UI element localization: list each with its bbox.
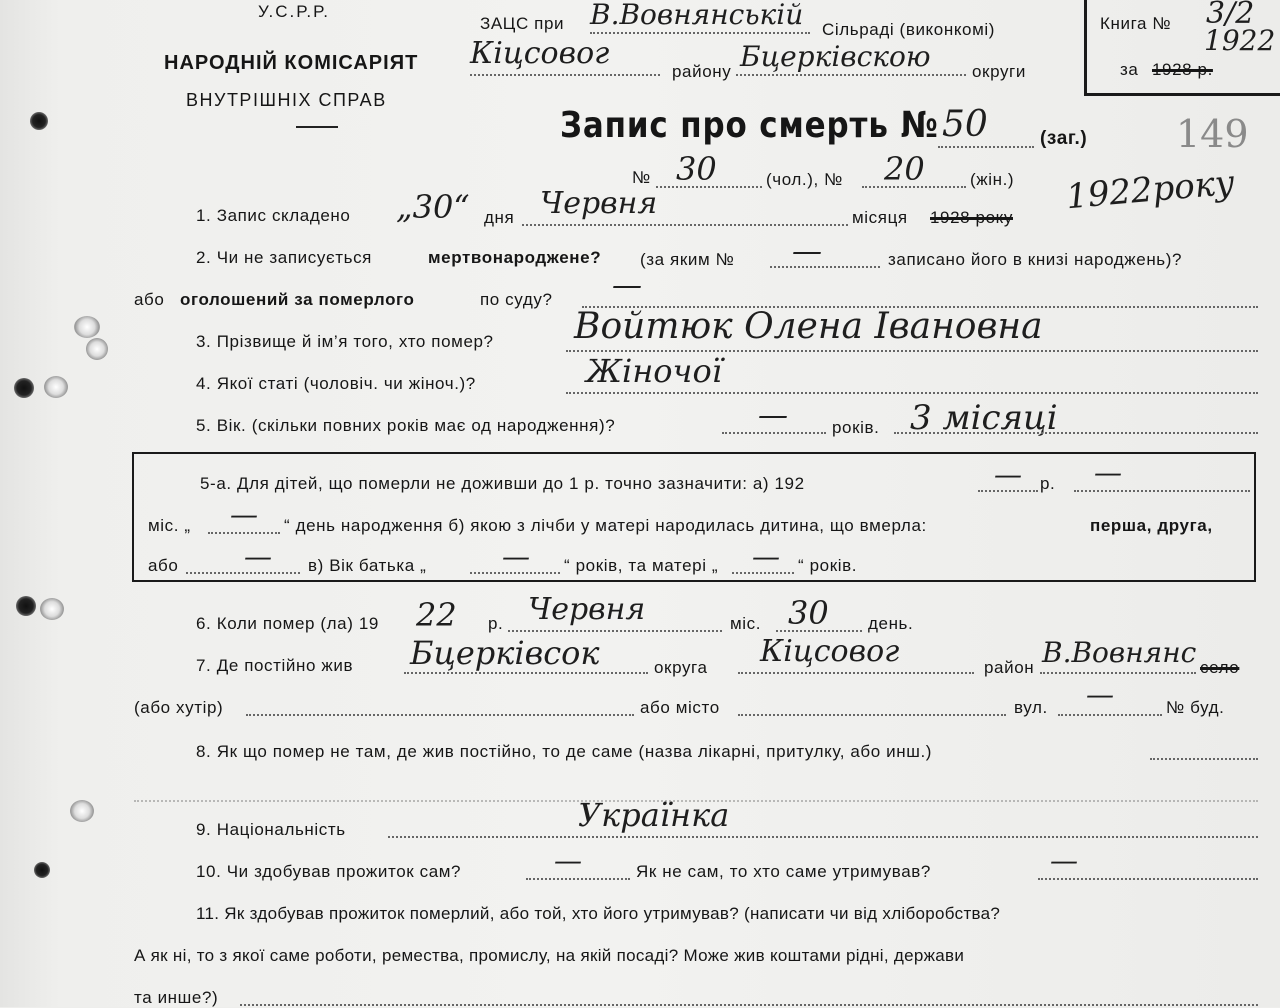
q6-den: день. [868,614,914,633]
q6-month-dotline [508,630,722,632]
republic-label: У.С.Р.Р. [258,2,330,21]
q7-selo-label: село [1200,658,1240,677]
punch-hole [86,338,108,360]
q2-line1-bold: мертвонароджене? [428,248,602,267]
q5-label: 5. Вік. (скільки повних років має од народження)? [196,416,616,435]
village-handwritten: В.Вовнянській [590,0,804,31]
record-number-dotline [938,146,1034,148]
q5a-line2-b: “ день народження б) якою з лічби у матері народилась дитина, що вмерла: [284,516,927,535]
q7-line2-c: вул. [1014,698,1048,717]
q10-dash2: — [1050,844,1078,877]
q6-label: 6. Коли помер (ла) 19 [196,614,379,633]
punch-hole [34,862,50,878]
q7-khutir-dotline [246,714,634,716]
punch-hole [30,112,48,130]
female-label: (жін.) [970,170,1015,189]
q8-dotline [1150,758,1258,760]
q5-age-handwritten: 3 місяці [910,398,1058,438]
q6-day-handwritten: 30 [788,594,829,632]
punch-hole [16,596,36,616]
q1-year-printed: 1928 року [930,208,1013,227]
q5a-dash4: — [244,540,272,573]
q4-label: 4. Якої статі (чоловіч. чи жіноч.)? [196,374,476,393]
q5a-month-dotline [208,532,280,534]
q2-line1-a: 2. Чи не записується [196,248,372,267]
q1-month-dotline [522,224,848,226]
q5a-dash2: — [1094,456,1122,489]
q5a-dash3: — [230,498,258,531]
q10-self-dotline [526,878,630,880]
q11-dotline [240,1004,1258,1006]
book-year-prefix: за [1120,60,1139,79]
q5-dash: — [758,398,788,433]
margin-number-handwritten: 149 [1176,112,1249,156]
punch-hole [44,376,68,398]
q3-name-handwritten: Войтюк Олена Івановна [574,306,1043,347]
q7-rayon-dotline [738,672,974,674]
okrug-label: округи [972,62,1026,81]
header-divider [296,126,338,128]
q1-month-label: місяця [852,208,908,227]
q1-day-label: дня [484,208,515,227]
q7-rayon-handwritten: Кіцсовог [760,634,900,669]
q2-line1-c: записано його в книзі народжень)? [888,250,1183,269]
q7-dash: — [1086,678,1114,711]
q5a-line2-bold: перша, друга, [1090,516,1213,535]
q2-line2-bold: оголошений за померлого [180,290,415,309]
q2-line1-dotline [770,266,880,268]
male-label: (чол.), № [766,170,843,189]
q5a-line2-a: міс. „ [148,516,191,535]
q11-line2: А як ні, то з якої саме роботи, ремества, промислу, на якій посаді? Може жив коштами рідні, держави [134,946,965,965]
district-label: району [672,62,732,81]
punch-hole [74,316,100,338]
q7-line2-d: № буд. [1166,698,1225,717]
q2-dash2: — [612,268,642,303]
q5a-line3-b: в) Вік батька „ [308,556,427,575]
q5a-after-dotline [1074,490,1250,492]
q5a-line3-c: “ років, та матері „ [564,556,719,575]
q9-nationality-handwritten: Українка [578,796,730,834]
q7-selo-handwritten: В.Вовнянс [1042,636,1197,669]
council-label: Сільраді (виконкомі) [822,20,996,39]
male-number-dotline [656,186,762,188]
village-dotline [590,32,810,34]
q7-okrug-handwritten: Бцерківсок [410,634,600,672]
q8-label: 8. Як що помер не там, де жив постійно, то де саме (назва лікарні, притулку, або инш.) [196,742,933,761]
female-number-handwritten: 20 [884,150,925,188]
q6-r: р. [488,614,504,633]
q7-line2-b: або місто [640,698,720,717]
q2-line2-a: або [134,290,165,309]
q5a-line3-a: або [148,556,179,575]
q7-rayon-label: район [984,658,1035,677]
subnumber-label: № [632,168,651,187]
q10-a: 10. Чи здобував прожиток сам? [196,862,462,881]
q7-label: 7. Де постійно жив [196,656,354,675]
q5a-or-dotline [186,572,300,574]
q5-years-label: років. [832,418,880,437]
book-number-handwritten: 3/2 [1206,0,1255,31]
q10-dash1: — [554,844,582,877]
q7-okrug-dotline [404,672,648,674]
q4-sex-handwritten: Жіночої [586,352,722,390]
punch-hole [14,378,34,398]
commissariat-title: НАРОДНІЙ КОМІСАРІЯТ [164,52,419,74]
q1-day-handwritten: „30“ [396,188,470,226]
punch-hole [70,800,94,822]
q6-mis: міс. [730,614,762,633]
q4-dotline [566,392,1258,394]
q7-street-dotline [1058,714,1162,716]
q1-month-handwritten: Червня [540,186,658,221]
q7-selo-dotline [1040,672,1196,674]
book-label: Книга № [1100,14,1172,33]
book-year-printed: 1928 р. [1152,60,1213,79]
q5a-r: р. [1040,474,1056,493]
record-title: Запис про смерть № [560,105,939,146]
okrug-handwritten: Бцерківскою [740,40,931,73]
male-number-handwritten: 30 [676,150,717,188]
q5-age-dotline [894,432,1258,434]
q5a-dash6: — [752,540,780,573]
commissariat-subtitle: ВНУТРІШНІХ СПРАВ [186,90,387,110]
record-number-handwritten: 50 [942,104,988,145]
q10-b: Як не сам, то хто саме утримував? [636,862,931,881]
q10-who-dotline [1038,878,1258,880]
q2-dash: — [792,234,822,269]
q9-dotline [388,836,1258,838]
q6-month-handwritten: Червня [528,592,646,627]
q7-okruga-label: округа [654,658,708,677]
q3-label: 3. Прізвище й ім’я того, хто помер? [196,332,494,351]
book-year-handwritten: 1922 [1204,24,1276,57]
q11-line1: 11. Як здобував прожиток померлий, або той, хто його утримував? (написати чи від хліборобства? [196,904,1001,923]
q6-year-handwritten: 22 [416,596,457,634]
record-total-suffix: (заг.) [1040,128,1088,149]
q9-label: 9. Національність [196,820,346,839]
district-handwritten: Кіцсовог [470,36,610,71]
q11-line3: та инше?) [134,988,219,1007]
district-dotline [470,74,660,76]
q2-line2-b: по суду? [480,290,553,309]
q5a-dash1: — [994,458,1022,491]
female-number-dotline [862,186,966,188]
year-handwritten: 1922року [1064,162,1237,218]
q5a-line1: 5-а. Для дітей, що померли не доживши до 1 р. точно зазначити: а) 192 [200,474,805,493]
okrug-dotline [736,74,966,76]
q5a-dash5: — [502,540,530,573]
q1-label: 1. Запис складено [196,206,351,225]
q7-line2-a: (або хутір) [134,698,224,717]
q5a-line3-d: “ років. [798,556,858,575]
zags-label: ЗАЦС при [480,14,565,33]
q2-line1-b: (за яким № [640,250,735,269]
q7-city-dotline [738,714,1006,716]
q6-day-dotline [776,630,862,632]
punch-hole [40,598,64,620]
